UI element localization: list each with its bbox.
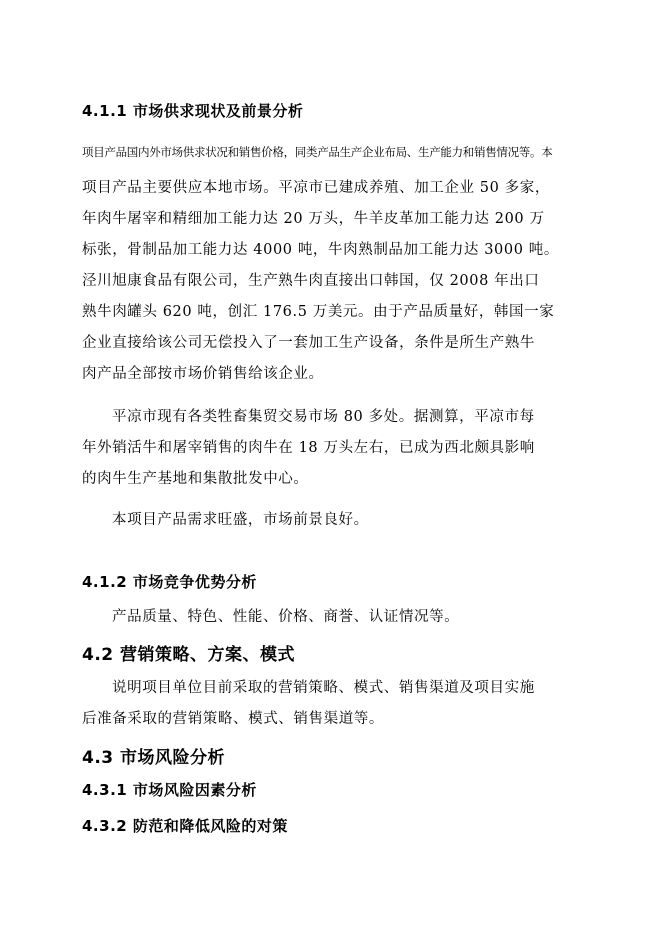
paragraph-line: 企业直接给该公司无偿投入了一套加工生产设备，条件是所生产熟牛 [82,335,535,351]
section-4-3-heading: 4.3 市场风险分析 [82,748,226,768]
paragraph-line: 熟牛肉罐头 620 吨，创汇 176.5 万美元。由于产品质量好，韩国一家 [82,304,555,320]
section-4-1-1-heading: 4.1.1 市场供求现状及前景分析 [82,102,304,120]
section-4-3-2-heading: 4.3.2 防范和降低风险的对策 [82,817,288,835]
paragraph-line: 平凉市现有各类牲畜集贸交易市场 80 多处。据测算，平凉市每 [112,409,535,425]
paragraph-line: 标张，骨制品加工能力达 4000 吨，牛肉熟制品加工能力达 3000 吨。 [82,242,559,258]
section-4-1-2-heading: 4.1.2 市场竞争优势分析 [82,573,257,591]
paragraph-line: 的肉牛生产基地和集散批发中心。 [82,471,309,487]
paragraph-line: 泾川旭康食品有限公司，生产熟牛肉直接出口韩国，仅 2008 年出口 [82,273,540,289]
paragraph-line: 年肉牛屠宰和精细加工能力达 20 万头，牛羊皮革加工能力达 200 万 [82,211,545,227]
paragraph-line: 项目产品国内外市场供求状况和销售价格，同类产品生产企业布局、生产能力和销售情况等。本 [82,145,553,159]
paragraph-line: 本项目产品需求旺盛，市场前景良好。 [112,512,369,528]
paragraph-line: 产品质量、特色、性能、价格、商誉、认证情况等。 [112,609,460,625]
paragraph-line: 肉产品全部按市场价销售给该企业。 [82,366,324,382]
section-4-3-1-heading: 4.3.1 市场风险因素分析 [82,781,257,799]
section-4-2-heading: 4.2 营销策略、方案、模式 [82,645,296,665]
paragraph-line: 年外销活牛和屠宰销售的肉牛在 18 万头左右，已成为西北颇具影响 [82,440,535,456]
paragraph-line: 说明项目单位目前采取的营销策略、模式、销售渠道及项目实施 [112,680,535,696]
paragraph-line: 项目产品主要供应本地市场。平凉市已建成养殖、加工企业 50 多家， [82,180,550,196]
paragraph-line: 后准备采取的营销策略、模式、销售渠道等。 [82,711,384,727]
